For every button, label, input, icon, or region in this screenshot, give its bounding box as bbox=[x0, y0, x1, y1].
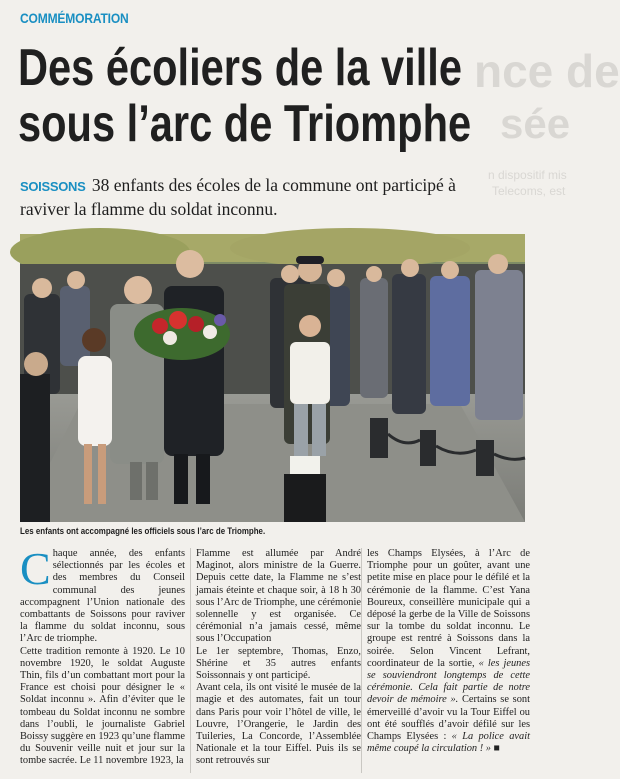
bleed-through-line: sée bbox=[500, 100, 571, 147]
bleed-through-line: Telecoms, est bbox=[492, 184, 566, 198]
headline bbox=[18, 39, 472, 153]
headline-line-1: Des écoliers de la ville bbox=[18, 39, 462, 97]
ceremony-photo-illustration bbox=[20, 234, 525, 522]
bleed-through-line: nce de bbox=[474, 45, 620, 97]
article-column-3 bbox=[367, 548, 530, 755]
lede bbox=[20, 174, 490, 220]
article-quote: « La police avait même coupé la circulation ! » bbox=[367, 731, 530, 755]
article-paragraph: Cette tradition remonte à 1920. Le 10 novembre 1920, le soldat Auguste Thin, fils d’un combattant mort pour la France est choisi pour désigner le « Soldat inconnu ». Afin d’éviter que le tombeau du Soldat inconnu ne sombre dans l’oubli, le journaliste Gabriel Boissy suggère en 1923 qu’une flamme du Souvenir veille nuit et jour sur la tombe sacrée. Le 11 novembre 1923, la bbox=[20, 645, 185, 767]
article-paragraph: Le 1er septembre, Thomas, Enzo, Shérine et 35 autres enfants Soissonnais y ont participé. bbox=[196, 645, 361, 682]
section-label: COMMÉMORATION bbox=[20, 10, 129, 26]
article-paragraph: Avant cela, ils ont visité le musée de la magie et des automates, fait un tour dans Paris pour voir l’hôtel de ville, le Louvre, l’Orangerie, le Jardin des Tuileries, La Concorde, l’Assemblée Nationale et la tour Eiffel. Puis ils se sont retrouvés sur bbox=[196, 682, 361, 767]
photo-caption: Les enfants ont accompagné les officiels sous l’arc de Triomphe. bbox=[20, 526, 266, 536]
article-paragraph bbox=[367, 548, 530, 755]
article-text: Certains se sont émerveillé d’avoir vu la Tour Eiffel ou ont été soufflés d’avoir défilé sur les Champs Elysées : bbox=[367, 694, 530, 743]
column-divider bbox=[361, 548, 362, 773]
article-paragraph bbox=[20, 543, 185, 646]
lede-location-tag: SOISSONS bbox=[20, 179, 86, 194]
article-text: haque année, des enfants sélectionnés par les écoles et des membres du Conseil communal des jeunes accompagnent l’Union nationale des combattants de Soissons pour raviver la flamme du soldat inconnu, sous l’Arc de triomphe. bbox=[20, 548, 185, 645]
article-text: les Champs Elysées, à l’Arc de Triomphe pour un goûter, avant une petite mise en place pour le défilé et la cérémonie de la flamme. C’est Yana Boureux, conseillère municipale qui a déposé la gerbe de la Ville de Soissons sur la tombe du soldat inconnu. Le groupe est rentré à Soissons dans la soirée. Selon Vincent Lefrant, coordinateur de la sortie, bbox=[367, 548, 530, 669]
lede-text: 38 enfants des écoles de la commune ont participé à raviver la flamme du soldat inconnu. bbox=[20, 175, 456, 219]
article-column-1 bbox=[20, 543, 185, 768]
headline-line-2: sous l’arc de Triomphe bbox=[18, 95, 472, 153]
article-paragraph: Flamme est allumée par André Maginot, alors ministre de la Guerre. Depuis cette date, la Flamme ne s’est jamais éteinte et chaque soir, à 18 h 30 sous l’Arc de Triomphe, une cérémonie solennelle y est organisée. Ce cérémonial n’a jamais cessé, même sous l’Occupation bbox=[196, 548, 361, 645]
drop-cap: C bbox=[20, 543, 51, 594]
article-column-2 bbox=[196, 548, 361, 768]
ceremony-photo bbox=[20, 234, 525, 522]
bleed-through-line: n dispositif mis bbox=[488, 168, 567, 182]
column-divider bbox=[190, 548, 191, 773]
end-mark: ■ bbox=[493, 743, 500, 755]
article-quote: « les jeunes se souviendront longtemps de cette cérémonie. Cela fait partie de notre devoir de mémoire ». bbox=[367, 657, 530, 706]
